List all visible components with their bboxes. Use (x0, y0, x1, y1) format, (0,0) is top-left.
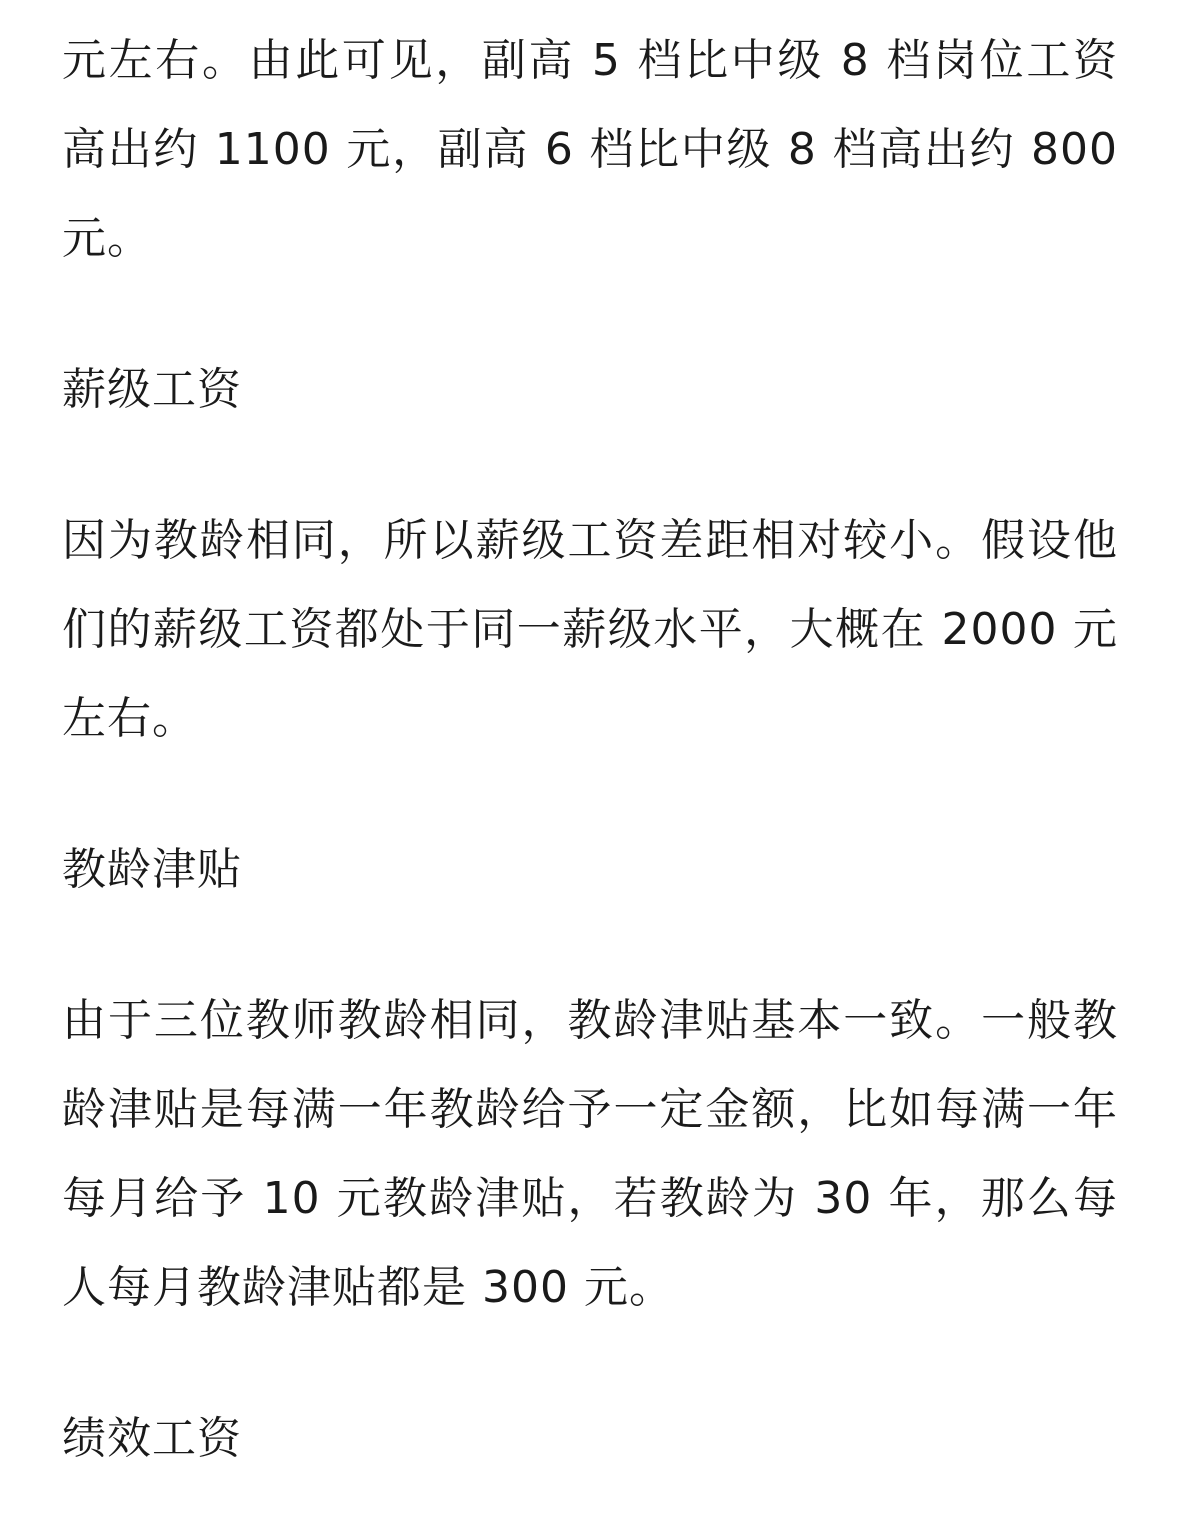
paragraph-gap (62, 763, 1118, 825)
paragraph-gap (62, 1332, 1118, 1394)
paragraph-gap (62, 914, 1118, 976)
paragraph-teaching-allowance: 由于三位教师教龄相同，教龄津贴基本一致。一般教龄津贴是每满一年教龄给予一定金额，比如每满一年每月给予 10 元教龄津贴，若教龄为 30 年，那么每人每月教龄津贴都是 300 元。 (62, 995, 1118, 1313)
section-heading-salary-level: 薪级工资 (62, 364, 242, 415)
paragraph-gap (62, 434, 1118, 496)
section-heading-teaching-allowance: 教龄津贴 (62, 844, 242, 895)
article-body (62, 16, 1118, 1483)
paragraph-salary-level: 因为教龄相同，所以薪级工资差距相对较小。假设他们的薪级工资都处于同一薪级水平，大概在 2000 元左右。 (62, 515, 1118, 744)
paragraph-gap (62, 283, 1118, 345)
section-heading-performance: 绩效工资 (62, 1413, 242, 1464)
paragraph-position-salary-summary: 元左右。由此可见，副高 5 档比中级 8 档岗位工资高出约 1100 元，副高 6 档比中级 8 档高出约 800 元。 (62, 35, 1118, 264)
